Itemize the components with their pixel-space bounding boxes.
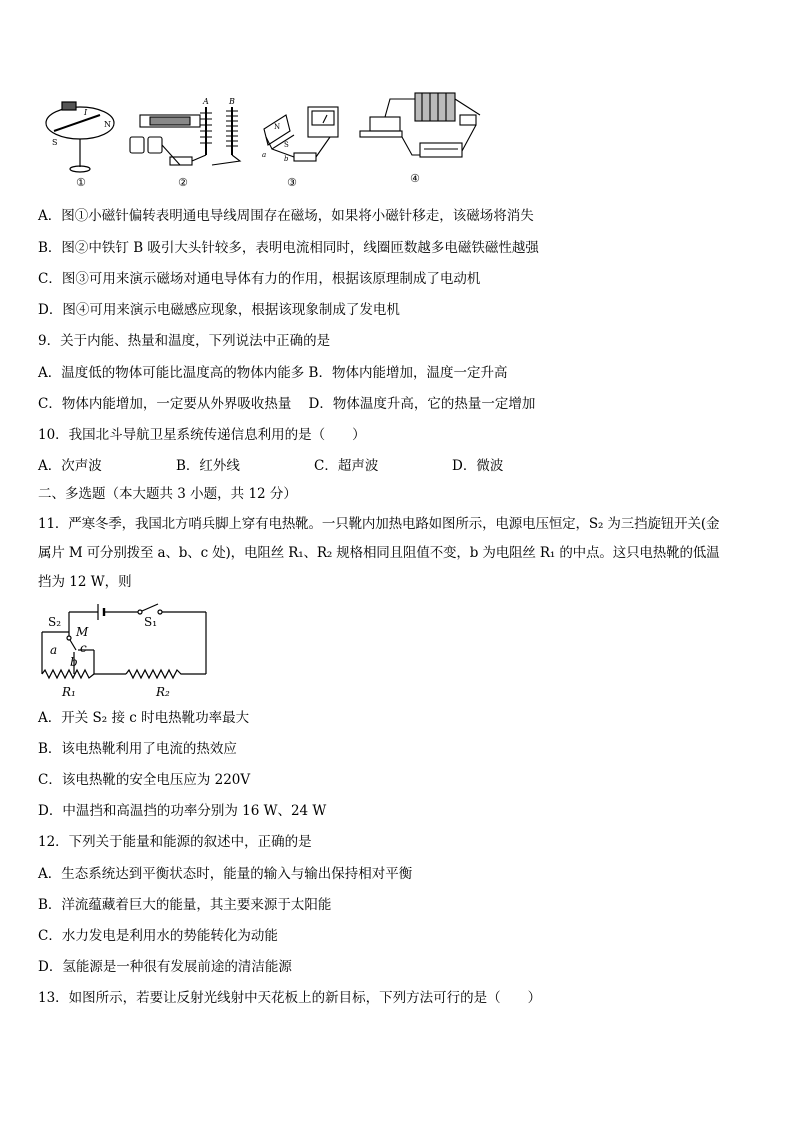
q10-option-c: C．超声波 xyxy=(314,458,379,474)
apparatus-diagrams xyxy=(40,85,520,195)
circuit-label-s1: S₁ xyxy=(144,615,158,629)
fig2-a-label: A xyxy=(203,97,209,106)
q9-stem: 9．关于内能、热量和温度，下列说法中正确的是 xyxy=(38,333,331,349)
section-heading: 二、多选题（本大题共 3 小题，共 12 分） xyxy=(38,486,297,502)
q10-option-a: A．次声波 xyxy=(38,458,102,474)
q9-options-row1: A．温度低的物体可能比温度高的物体内能多 B．物体内能增加，温度一定升高 xyxy=(38,365,508,381)
q13-stem: 13．如图所示，若要让反射光线射中天花板上的新目标，下列方法可行的是（ ） xyxy=(38,990,542,1006)
q8-option-b: B．图②中铁钉 B 吸引大头针较多，表明电流相同时，线圈匝数越多电磁铁磁性越强 xyxy=(38,240,539,256)
fig2-b-label: B xyxy=(229,97,235,106)
fig3-s-label: S xyxy=(284,141,289,149)
heating-circuit xyxy=(36,600,216,704)
q9-options-row2: C．物体内能增加，一定要从外界吸收热量 D．物体温度升高，它的热量一定增加 xyxy=(38,396,536,412)
q11-stem-line2: 属片 M 可分别拨至 a、b、c 处)，电阻丝 R₁、R₂ 规格相同且阻值不变，b 为电阻丝 R₁ 的中点。这只电热靴的低温 xyxy=(38,545,720,561)
figure-label-4: ④ xyxy=(410,172,420,185)
q12-stem: 12．下列关于能量和能源的叙述中，正确的是 xyxy=(38,834,312,850)
circuit-label-s2: S₂ xyxy=(48,615,62,629)
circuit-label-c: c xyxy=(80,641,87,655)
q11-option-b: B．该电热靴利用了电流的热效应 xyxy=(38,741,237,757)
fig3-induction-apparatus xyxy=(264,107,338,161)
fig1-oersted-apparatus xyxy=(46,102,114,172)
circuit-label-b: b xyxy=(70,655,78,669)
q8-option-d: D．图④可用来演示电磁感应现象，根据该现象制成了发电机 xyxy=(38,302,400,318)
fig3-b-label: b xyxy=(284,155,289,163)
q11-option-c: C．该电热靴的安全电压应为 220V xyxy=(38,772,251,788)
fig1-i-label: I xyxy=(84,108,88,117)
circuit-label-m: M xyxy=(76,625,89,639)
q12-option-d: D．氢能源是一种很有发展前途的清洁能源 xyxy=(38,959,292,975)
circuit-label-a: a xyxy=(50,643,58,657)
figure-label-1: ① xyxy=(76,176,86,189)
fig3-a-label: a xyxy=(262,151,267,159)
figure-label-2: ② xyxy=(178,176,188,189)
q8-option-c: C．图③可用来演示磁场对通电导体有力的作用，根据该原理制成了电动机 xyxy=(38,271,481,287)
q8-option-a: A．图①小磁针偏转表明通电导线周围存在磁场，如果将小磁针移走，该磁场将消失 xyxy=(38,208,534,224)
fig1-s-label: S xyxy=(52,138,58,147)
q11-option-a: A．开关 S₂ 接 c 时电热靴功率最大 xyxy=(38,710,250,726)
q12-option-a: A．生态系统达到平衡状态时，能量的输入与输出保持相对平衡 xyxy=(38,866,413,882)
circuit-diagram xyxy=(36,600,216,704)
q10-option-b: B．红外线 xyxy=(176,458,240,474)
q11-stem-line3: 挡为 12 W，则 xyxy=(38,574,132,590)
q11-option-d: D．中温挡和高温挡的功率分别为 16 W、24 W xyxy=(38,803,327,819)
fig4-motor-apparatus xyxy=(360,93,480,157)
q12-option-c: C．水力发电是利用水的势能转化为动能 xyxy=(38,928,278,944)
circuit-label-r1: R₁ xyxy=(62,685,76,699)
q10-option-d: D．微波 xyxy=(452,458,504,474)
figure-strip xyxy=(40,85,520,195)
figure-label-3: ③ xyxy=(287,176,297,189)
q10-stem: 10．我国北斗导航卫星系统传递信息利用的是（ ） xyxy=(38,427,366,443)
q11-stem-line1: 11．严寒冬季，我国北方哨兵脚上穿有电热靴。一只靴内加热电路如图所示，电源电压恒定，S₂ 为三挡旋钮开关(金 xyxy=(38,516,720,532)
q12-option-b: B．洋流蕴藏着巨大的能量，其主要来源于太阳能 xyxy=(38,897,332,913)
fig3-n-label: N xyxy=(274,123,281,131)
circuit-label-r2: R₂ xyxy=(156,685,170,699)
fig2-electromagnet-apparatus xyxy=(130,107,240,165)
fig1-n-label: N xyxy=(104,120,111,129)
